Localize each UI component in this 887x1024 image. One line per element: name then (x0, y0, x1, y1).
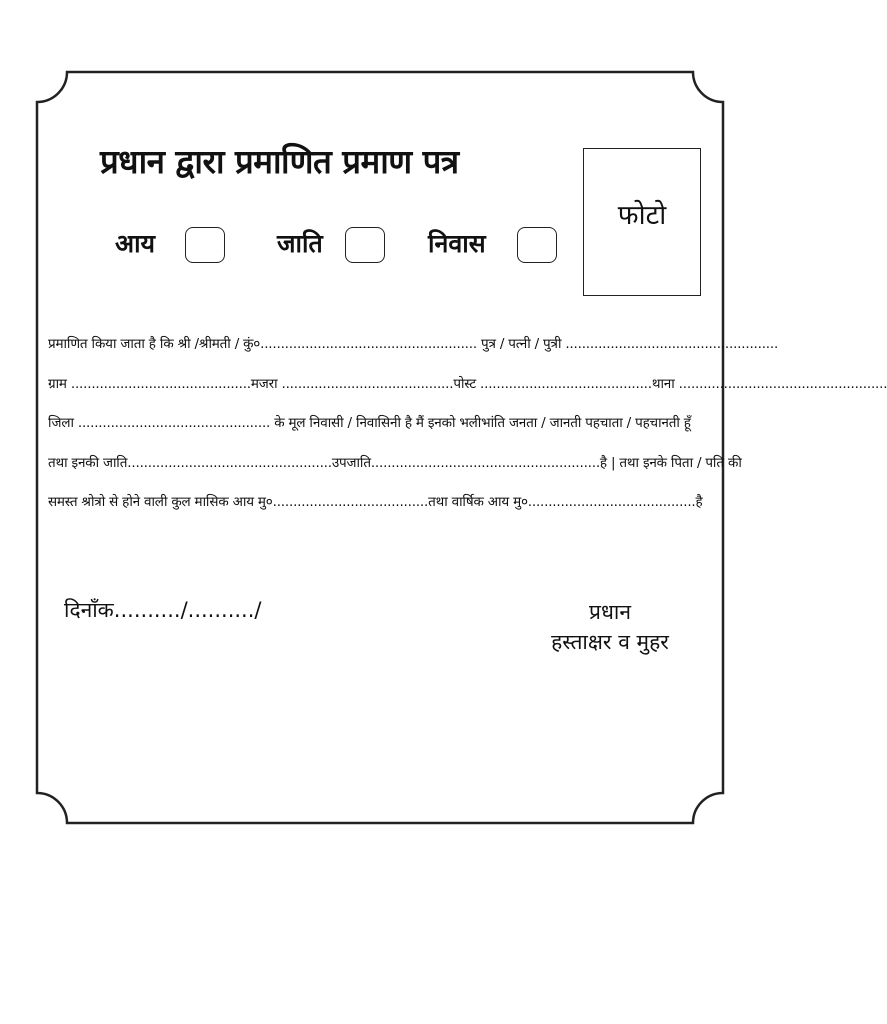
option-label-caste: जाति (277, 229, 323, 258)
body-line-3: जिला ............................................... के मूल निवासी / निवासिनी है मैं इनको भलीभांति जनता / जानती पहचाता / पहचानती हूँ (48, 415, 691, 431)
body-line-4: तथा इनकी जाति..................................................उपजाति........................................................है | तथा इनके पिता / पति की (48, 455, 742, 471)
checkbox-residence[interactable] (517, 227, 557, 263)
option-label-residence: निवास (428, 229, 486, 258)
signature-title: प्रधान (589, 600, 631, 624)
option-label-income: आय (115, 229, 156, 258)
photo-label: फोटो (617, 200, 667, 231)
signature-label: हस्ताक्षर व मुहर (551, 630, 669, 654)
checkbox-income[interactable] (185, 227, 225, 263)
photo-placeholder (583, 148, 701, 296)
checkbox-caste[interactable] (345, 227, 385, 263)
body-line-1: प्रमाणित किया जाता है कि श्री /श्रीमती / कुं०..................................................... पुत्र / पत्नी / पुत्री .................................................... (48, 336, 779, 352)
body-line-2: ग्राम ............................................मजरा ..........................................पोस्ट ..........................................थाना ................................................... (48, 376, 887, 392)
certificate-title: प्रधान द्वारा प्रमाणित प्रमाण पत्र (100, 142, 459, 181)
date-field: दिनाँक........../........../ (64, 598, 262, 622)
body-line-5: समस्त श्रोत्रो से होने वाली कुल मासिक आय मु०......................................तथा वार्षिक आय मु०.........................................है (48, 494, 703, 510)
